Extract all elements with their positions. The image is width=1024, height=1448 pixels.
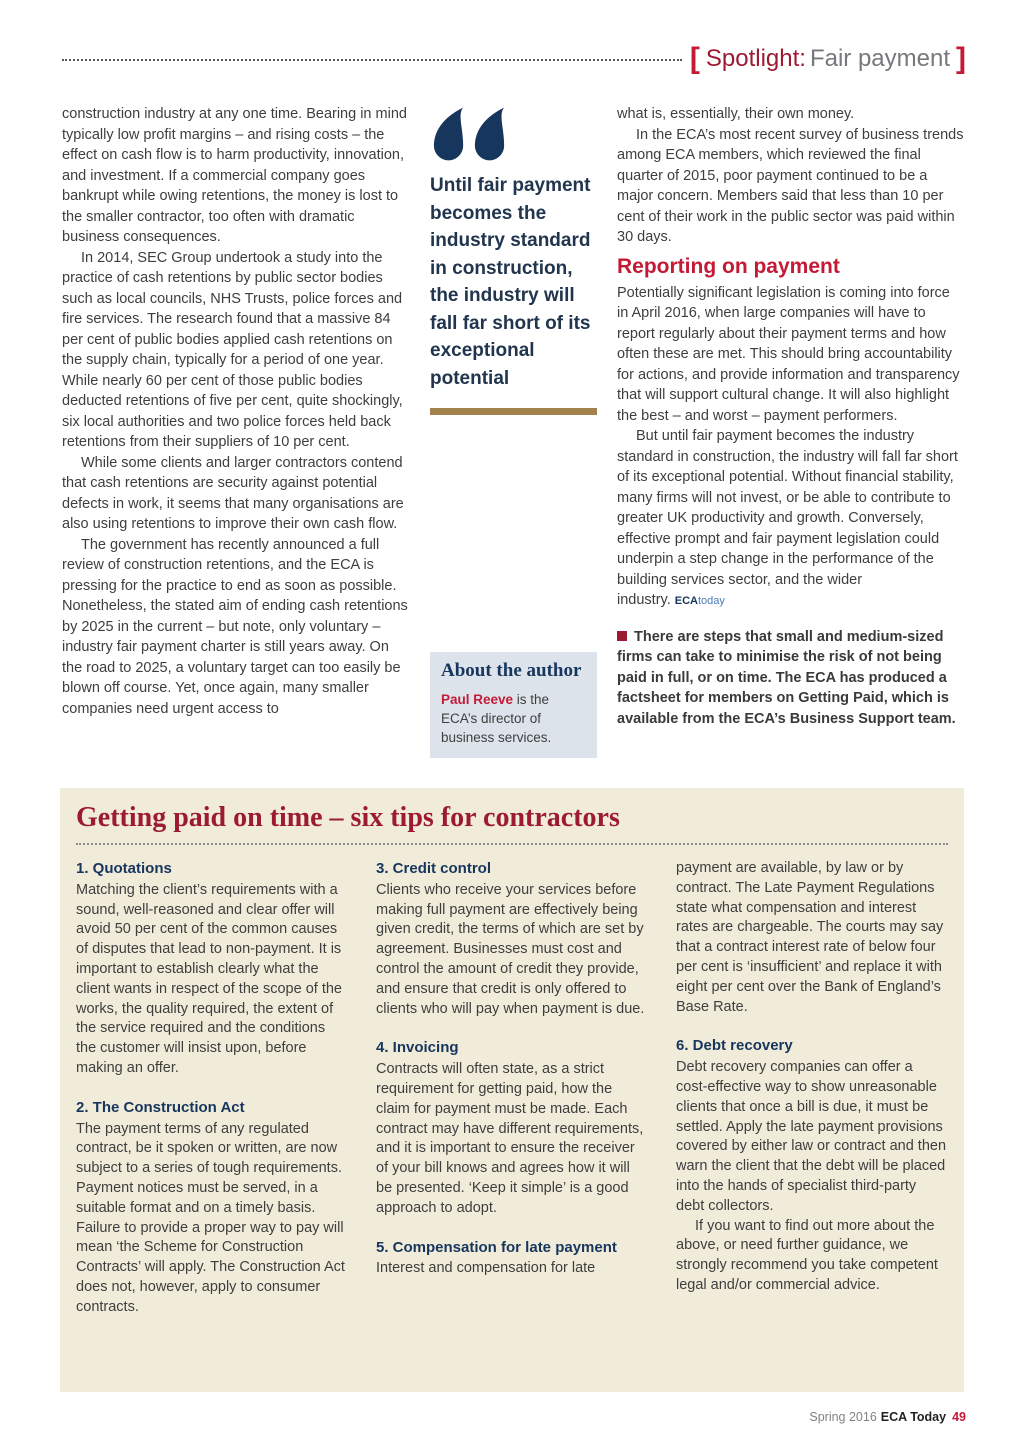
tip-body: The payment terms of any regulated contract, be it spoken or written, are now subject to a series of tough requirements. Payment notices must be served, in a suitable format and on a timely basis. Failure to provide a proper way to pay will mean ‘the Scheme for Construction Contracts’ will apply. The Construction Act does not, however, apply to consumer contracts. [76, 1120, 345, 1315]
tip-credit-control [376, 859, 648, 1019]
tip-heading: 3. Credit control [376, 860, 492, 877]
footer-page-number: 49 [952, 1410, 966, 1424]
gold-rule [430, 408, 597, 415]
logo-eca: ECA [674, 595, 698, 607]
logo-today: today [697, 595, 725, 607]
tips-column-3 [676, 859, 948, 1337]
tip-quotations [76, 859, 348, 1079]
author-name: Paul Reeve [441, 691, 514, 707]
paragraph: The government has recently announced a full review of construction retentions, and the ECA is pressing for the practice to end as soon as possible. Nonetheless, the stated aim of ending cash retentions by 2025 in the current – but note, only voluntary – industry fair payment charter is still years away. On the road to 2025, a voluntary target can too easily be blown off course. Yet, once again, many smaller companies need urgent access to [62, 536, 408, 717]
paragraph: what is, essentially, their own money. [617, 106, 855, 122]
bracket-close: ] [956, 42, 966, 75]
tip-debt-recovery [676, 1036, 948, 1295]
paragraph: construction industry at any one time. Bearing in mind typically low profit margins – and rising costs – the effect on cash flow is to harm productivity, innovation, and investment. If a commercial company goes bankrupt while owing retentions, the money is lost to the smaller contractor, too often with dramatic business consequences. [62, 106, 407, 245]
author-description: is the ECA’s director of business services. [441, 691, 552, 745]
footer-issue: Spring 2016 [809, 1410, 877, 1424]
section-heading: Reporting on payment [617, 254, 840, 278]
paragraph: In the ECA’s most recent survey of business trends among ECA members, which reviewed the final quarter of 2015, poor payment continued to be a major concern. Members said that less than 10 per cent of their work in the public sector was paid within 30 days. [617, 126, 964, 245]
about-author-heading: About the author [441, 660, 582, 681]
tip-construction-act [76, 1098, 348, 1318]
tip-compensation-continued [676, 859, 948, 1017]
tip-compensation [376, 1238, 648, 1280]
tips-column-1 [76, 859, 348, 1337]
paragraph [617, 426, 965, 612]
tips-column-2 [376, 859, 648, 1337]
paragraph: Potentially significant legislation is coming into force in April 2016, when large companies will have to report regularly about their payment terms and how often these are met. This should bring accountability for actions, and provide information and transparency that will support cultural change. It will also highlight the best – and worst – payment performers. [617, 284, 960, 424]
tip-body: If you want to find out more about the above, or need further guidance, we strongly recommend you take competent legal and/or commercial advice. [676, 1217, 938, 1293]
paragraph: In 2014, SEC Group undertook a study into the practice of cash retentions by public sector bodies such as local councils, NHS Trusts, police forces and fire services. The research found that a massive 84 per cent of public bodies applied cash retentions on the supply chain, typically for a period of one year. While nearly 60 per cent of those public bodies deducted retentions of five per cent, quite shockingly, six local authorities and two police forces held back retentions from their suppliers of 10 per cent. [62, 249, 403, 450]
about-author-text [441, 690, 586, 747]
tip-body: Interest and compensation for late [376, 1260, 596, 1277]
editor-note [617, 627, 965, 730]
paragraph-text: But until fair payment becomes the industry standard in construction, the industry will fall far short of its exceptional potential. Without financial stability, many firms will not invest, or be able to contribute to greater UK productivity and growth. Conversely, effective prompt and fair payment legislation could underpin a step change in the performance of the building services sector, and the wider industry. [617, 428, 958, 608]
article-middle-column [430, 104, 597, 770]
tips-panel [60, 788, 964, 1392]
footer-publication: ECA Today [880, 1410, 947, 1424]
tip-heading: 5. Compensation for late payment [376, 1238, 617, 1256]
tip-heading: 1. Quotations [76, 860, 172, 877]
spotlight-label: Spotlight: [705, 45, 806, 72]
bracket-open: [ [689, 42, 700, 75]
article-left-column [62, 104, 410, 719]
editor-note-text: There are steps that small and medium-sized firms can take to minimise the risk of not being paid in full, or on time. The ECA has produced a factsheet for members on Getting Paid, which is available from the ECA’s Business Support team. [617, 628, 956, 727]
spotlight-tag [690, 42, 966, 76]
article-right-column [617, 104, 965, 729]
tip-heading: 2. The Construction Act [76, 1098, 245, 1116]
header-dotted-rule [62, 59, 682, 61]
tip-heading: 4. Invoicing [376, 1039, 459, 1057]
tip-heading: 6. Debt recovery [676, 1037, 793, 1055]
quotation-marks-icon [430, 104, 597, 166]
tip-body: Contracts will often state, as a strict requirement for getting paid, how the claim for payment must be made. Each contract may have different requirements, and it is important to ensure the receiver of your bill knows and agrees how it will be presented. ‘Keep it simple’ is a good approach to adopt. [376, 1061, 644, 1216]
spotlight-topic: Fair payment [809, 45, 950, 72]
tips-columns [76, 859, 948, 1337]
pull-quote: Until fair payment becomes the industry standard in construction, the industry will fall far short of its exceptional potential [430, 175, 591, 389]
tip-body: Debt recovery companies can offer a cost-effective way to show unreasonable clients that once a bill is due, it must be settled. Apply the late payment provisions covered by either law or contract and then warn the client that the debt will be placed into the hands of specialist third-party debt collectors. [676, 1059, 947, 1214]
tip-body: Matching the client’s requirements with a sound, well-reasoned and clear offer will avoid 50 per cent of the common causes of disputes that lead to non-payment. It is important to establish clearly what the client wants in respect of the scope of the works, the quality required, the extent of the service required and the conditions the customer will insist upon, before making an offer. [76, 881, 342, 1076]
tips-title: Getting paid on time – six tips for contractors [76, 802, 620, 833]
eca-today-logo [675, 592, 725, 608]
page-footer [809, 1410, 966, 1424]
paragraph: While some clients and larger contractors contend that cash retentions are security against potential defects in work, it seems that many organisations are also using retentions to improve their own cash flow. [62, 454, 404, 532]
tip-invoicing [376, 1038, 648, 1218]
tip-body: payment are available, by law or by contract. The Late Payment Regulations state what compensation and interest rates are chargeable. The courts may say that a contract interest rate of below four per cent is ‘insufficient’ and replace it with eight per cent over the Bank of England’s Base Rate. [676, 860, 944, 1015]
tip-body: Clients who receive your services before making full payment are effectively being given credit, the terms of which are set by agreement. Businesses must cost and control the amount of credit they provide, and ensure that credit is only offered to clients who will pay when payment is due. [376, 881, 645, 1017]
tips-dotted-rule [76, 843, 948, 845]
bullet-square-icon [617, 631, 627, 641]
about-author-box [430, 652, 597, 758]
